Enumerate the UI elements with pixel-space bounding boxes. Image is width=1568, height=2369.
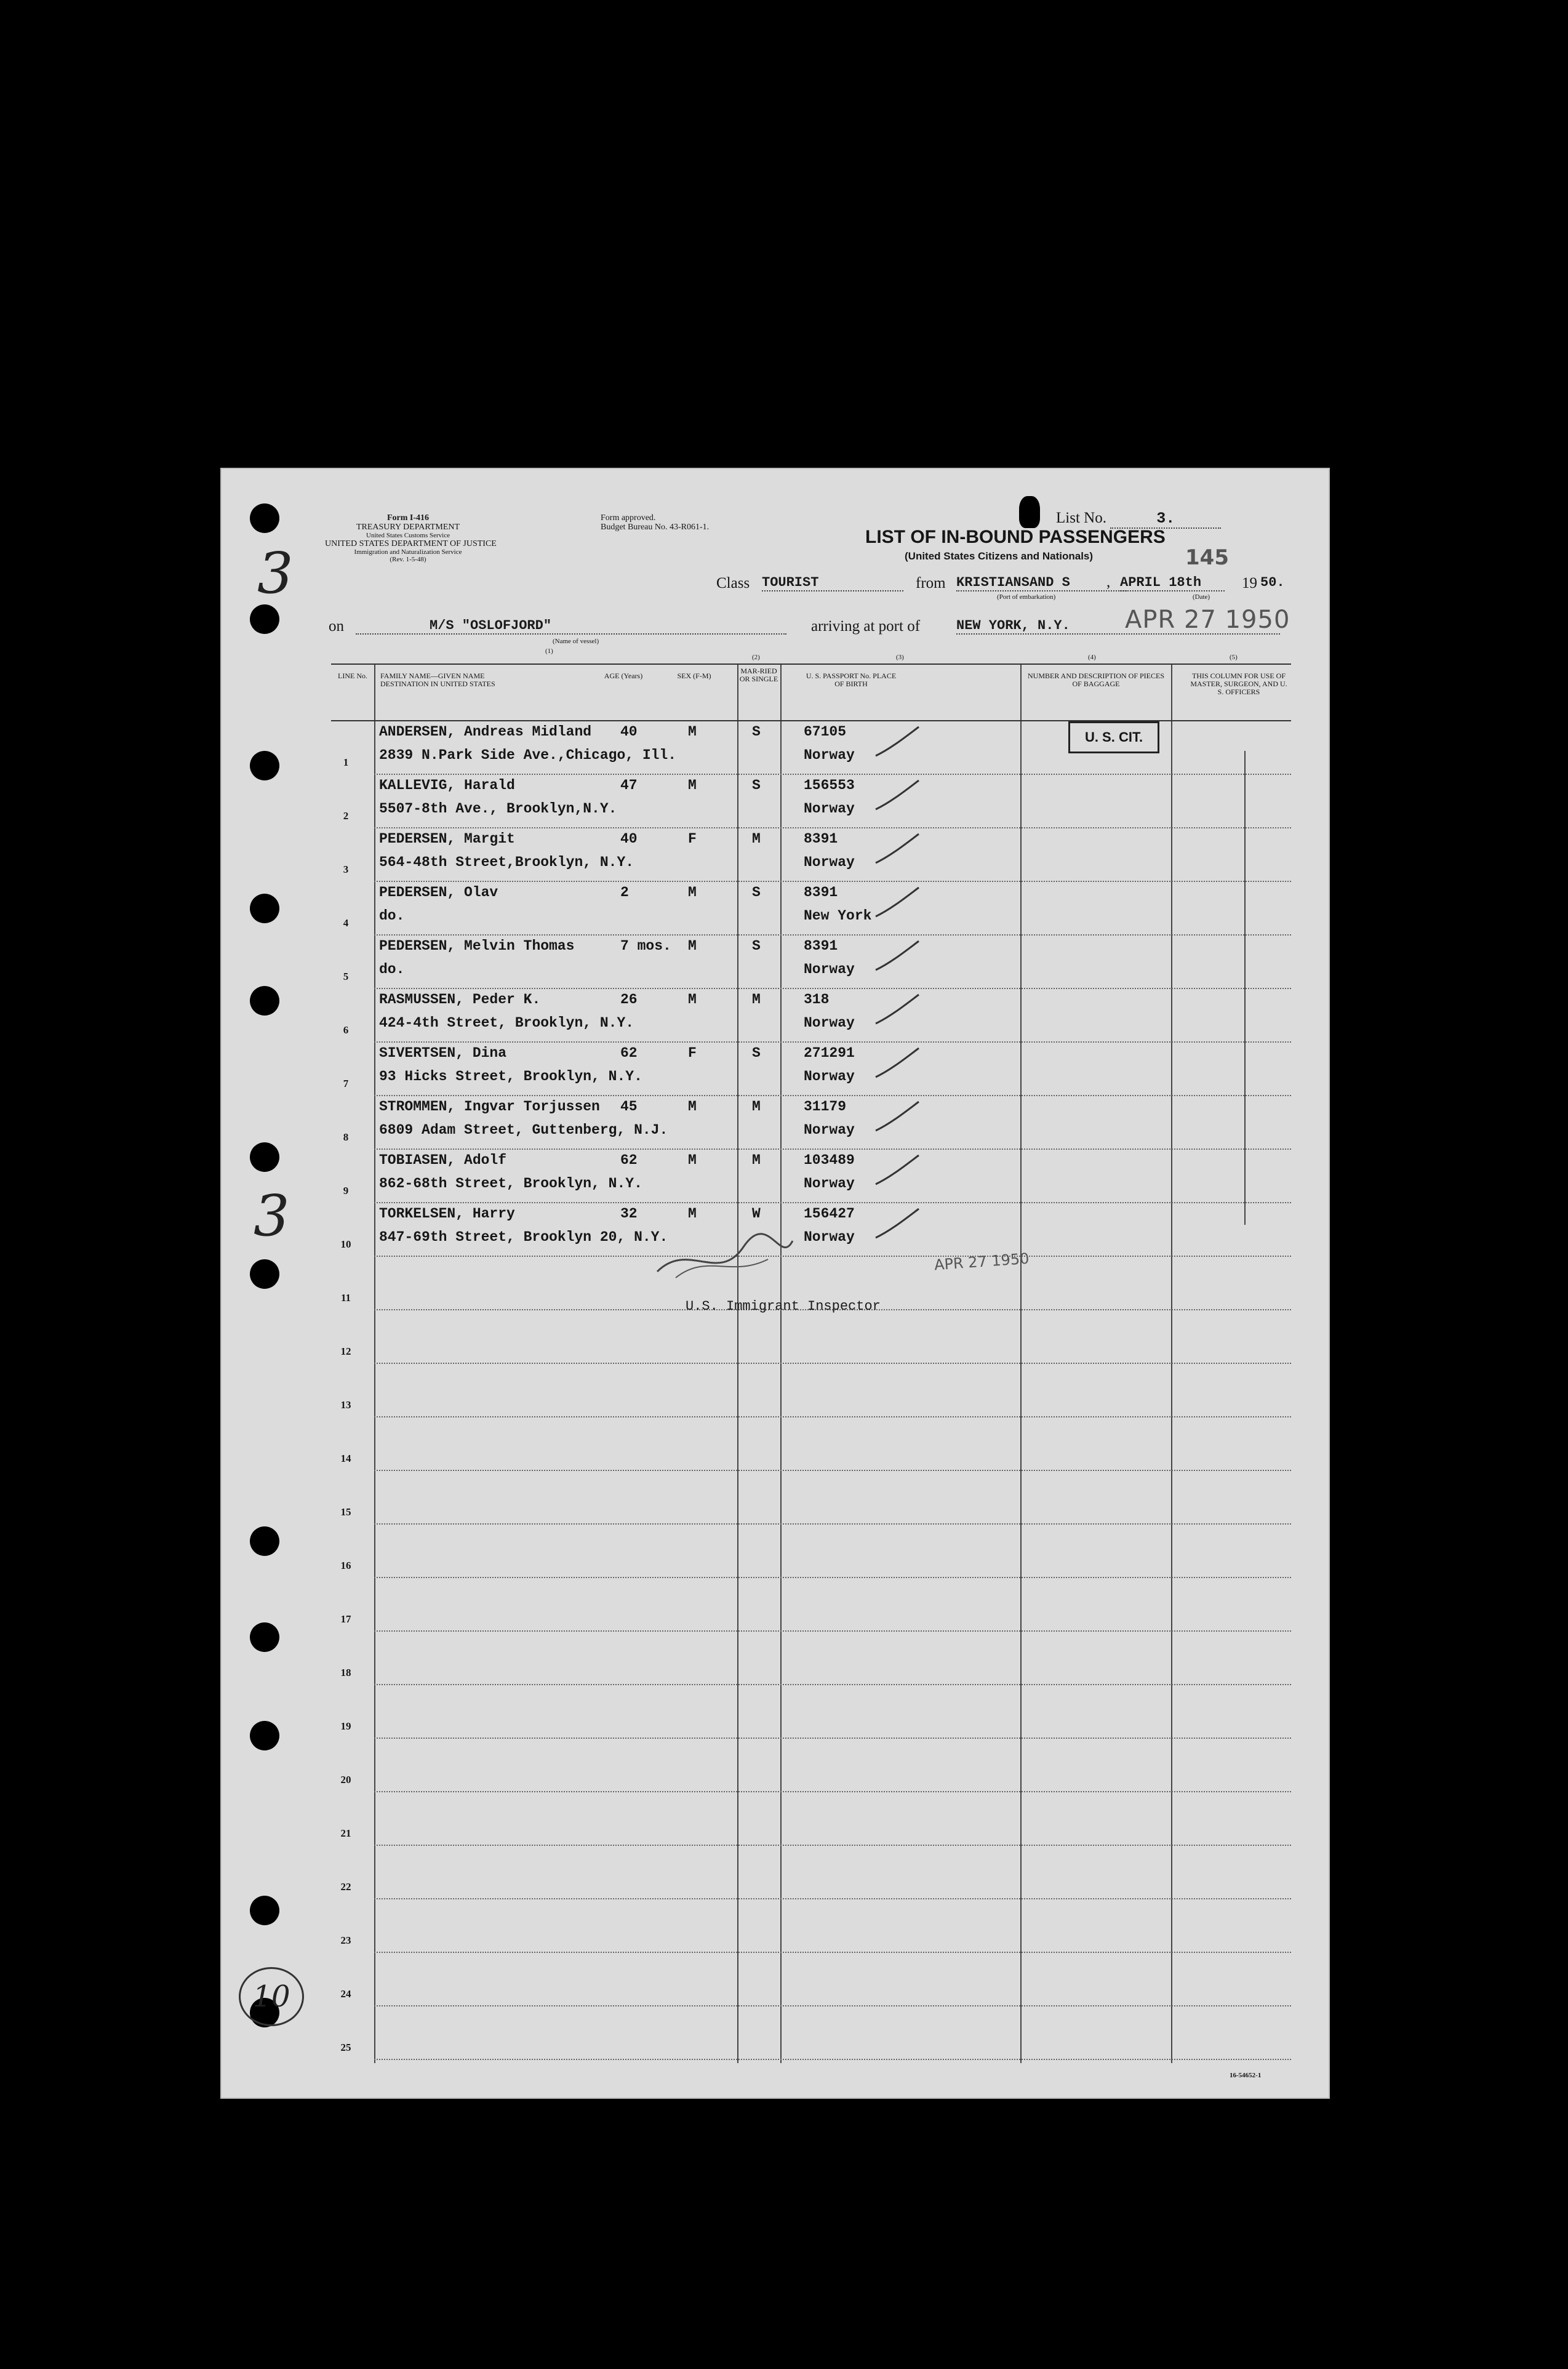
passenger-address: 862-68th Street, Brooklyn, N.Y. xyxy=(379,1176,642,1192)
inspector-date-stamp: APR 27 1950 xyxy=(934,1249,1030,1274)
header-officers: THIS COLUMN FOR USE OF MASTER, SURGEON, AND U. S. OFFICERS xyxy=(1190,671,1287,696)
check-mark xyxy=(873,1045,922,1082)
punch-hole xyxy=(250,503,279,533)
passenger-marital-status: M xyxy=(752,1152,761,1168)
column-divider xyxy=(780,665,782,2063)
table-row xyxy=(374,988,1291,989)
line-number: 19 xyxy=(340,1720,351,1732)
line-number: 12 xyxy=(340,1345,351,1357)
passport-number: 31179 xyxy=(804,1099,847,1115)
passenger-name: PEDERSEN, Olav xyxy=(379,884,498,900)
line-number: 22 xyxy=(340,1881,351,1893)
year-value: 50. xyxy=(1260,575,1285,590)
line-number: 1 xyxy=(343,756,349,768)
passenger-address: 5507-8th Ave., Brooklyn,N.Y. xyxy=(379,801,617,817)
line-number: 25 xyxy=(340,2042,351,2053)
department-1-sub: United States Customs Service xyxy=(366,532,450,539)
arrival-date-stamp: APR 27 1950 xyxy=(1125,606,1290,634)
punch-hole xyxy=(250,1622,279,1652)
margin-mark-2: 3 xyxy=(254,1183,290,1249)
header-baggage: NUMBER AND DESCRIPTION OF PIECES OF BAGGAGE xyxy=(1027,671,1165,688)
line-number: 17 xyxy=(340,1613,351,1625)
passenger-marital-status: S xyxy=(752,724,761,740)
class-label: Class xyxy=(716,575,750,591)
form-approval xyxy=(601,513,709,532)
vessel-caption: (Name of vessel) xyxy=(553,638,599,645)
passenger-sex: M xyxy=(688,1152,697,1168)
column-number-2: (2) xyxy=(752,654,760,661)
table-row xyxy=(374,1523,1291,1525)
passenger-address: 847-69th Street, Brooklyn 20, N.Y. xyxy=(379,1229,668,1245)
place-of-birth: Norway xyxy=(804,1229,855,1245)
passenger-address: 2839 N.Park Side Ave.,Chicago, Ill. xyxy=(379,747,677,763)
line-number: 9 xyxy=(343,1185,349,1197)
arriving-label: arriving at port of xyxy=(811,618,921,635)
column-number-5: (5) xyxy=(1230,654,1238,661)
date-value: APRIL 18th xyxy=(1120,575,1225,591)
passenger-age: 40 xyxy=(620,831,638,847)
passenger-sex: M xyxy=(688,1206,697,1222)
line-number: 14 xyxy=(340,1453,351,1464)
check-mark xyxy=(873,1099,922,1136)
line-number: 20 xyxy=(340,1774,351,1786)
passenger-age: 32 xyxy=(620,1206,638,1222)
place-of-birth: New York xyxy=(804,908,872,924)
passenger-age: 2 xyxy=(620,884,629,900)
port-caption: (Port of embarkation) xyxy=(997,593,1056,601)
punch-hole xyxy=(250,894,279,923)
passenger-marital-status: S xyxy=(752,777,761,793)
black-mark xyxy=(1019,496,1040,528)
form-number: Form I-416 xyxy=(386,513,430,523)
line-number: 4 xyxy=(343,917,349,929)
table-row xyxy=(374,1952,1291,1953)
inspector-signature xyxy=(651,1229,799,1287)
date-caption: (Date) xyxy=(1193,593,1210,601)
check-mark xyxy=(873,1152,922,1189)
passenger-name: TORKELSEN, Harry xyxy=(379,1206,515,1222)
approval-text: Form approved. xyxy=(601,513,656,523)
line-number: 21 xyxy=(340,1827,351,1839)
table-row xyxy=(374,1845,1291,1846)
passport-number: 103489 xyxy=(804,1152,855,1168)
from-label: from xyxy=(916,575,946,591)
vessel-name: M/S "OSLOFJORD" xyxy=(356,618,786,635)
form-header-left xyxy=(325,513,497,563)
from-comma: , xyxy=(1106,574,1111,590)
title: LIST OF IN-BOUND PASSENGERS xyxy=(865,527,1166,547)
line-number: 10 xyxy=(340,1238,351,1250)
passport-number: 8391 xyxy=(804,831,838,847)
column-divider xyxy=(1171,665,1172,2063)
header-name: FAMILY NAME—GIVEN NAME DESTINATION IN UNITED STATES xyxy=(380,671,495,688)
margin-mark-1: 3 xyxy=(257,540,294,606)
line-number: 6 xyxy=(343,1024,349,1036)
column-divider xyxy=(374,665,375,2063)
list-no-block xyxy=(1056,510,1221,529)
table-row xyxy=(374,1470,1291,1471)
table-row xyxy=(374,1363,1291,1364)
bottom-form-code: 16-54652-1 xyxy=(1230,2072,1262,2079)
sheet-number: 145 xyxy=(1185,545,1229,570)
punch-hole xyxy=(250,1526,279,1556)
passenger-age: 62 xyxy=(620,1152,638,1168)
year-prefix: 19 xyxy=(1242,575,1257,591)
punch-hole xyxy=(250,1259,279,1289)
column-number-4: (4) xyxy=(1088,654,1096,661)
table-row xyxy=(374,774,1291,775)
table-row xyxy=(374,934,1291,936)
passenger-sex: M xyxy=(688,1099,697,1115)
check-mark xyxy=(873,831,922,868)
passenger-address: do. xyxy=(379,908,405,924)
place-of-birth: Norway xyxy=(804,854,855,870)
check-mark xyxy=(873,992,922,1028)
passenger-sex: F xyxy=(688,831,697,847)
header-married: MAR-RIED OR SINGLE xyxy=(739,667,778,683)
department-2-sub: Immigration and Naturalization Service xyxy=(354,548,462,556)
passenger-age: 45 xyxy=(620,1099,638,1115)
department-2: UNITED STATES DEPARTMENT OF JUSTICE xyxy=(325,539,497,548)
passenger-sex: M xyxy=(688,992,697,1008)
line-number: 23 xyxy=(340,1934,351,1946)
passenger-age: 40 xyxy=(620,724,638,740)
passport-number: 156427 xyxy=(804,1206,855,1222)
table-row xyxy=(374,2005,1291,2006)
arrival-port: NEW YORK, N.Y. xyxy=(956,618,1280,635)
line-number: 11 xyxy=(340,1292,351,1304)
circled-count: 10 xyxy=(239,1967,304,2026)
header-passport: U. S. PASSPORT No. PLACE OF BIRTH xyxy=(806,671,897,688)
check-mark xyxy=(873,777,922,814)
table-row xyxy=(374,2059,1291,2060)
place-of-birth: Norway xyxy=(804,1122,855,1138)
punch-hole xyxy=(250,1142,279,1172)
line-number: 3 xyxy=(343,864,349,875)
manifest-page xyxy=(220,468,1330,2099)
table-row xyxy=(374,1791,1291,1792)
passenger-marital-status: M xyxy=(752,1099,761,1115)
line-number: 24 xyxy=(340,1988,351,2000)
list-no-value: 3. xyxy=(1110,510,1221,529)
on-label: on xyxy=(329,618,344,635)
inspector-caption: U.S. Immigrant Inspector xyxy=(686,1299,881,1314)
table-row xyxy=(374,1041,1291,1043)
passport-number: 67105 xyxy=(804,724,847,740)
passenger-name: STROMMEN, Ingvar Torjussen xyxy=(379,1099,600,1115)
table-row xyxy=(374,1577,1291,1578)
punch-hole xyxy=(250,986,279,1016)
vessel-column-number: (1) xyxy=(545,647,553,655)
check-mark xyxy=(873,938,922,975)
line-number: 18 xyxy=(340,1667,351,1678)
line-number: 2 xyxy=(343,810,349,822)
line-number: 15 xyxy=(340,1506,351,1518)
column-divider xyxy=(1020,665,1022,2063)
punch-hole xyxy=(250,604,279,634)
subtitle: (United States Citizens and Nationals) xyxy=(905,550,1094,562)
table-row xyxy=(374,881,1291,882)
line-number: 8 xyxy=(343,1131,349,1143)
passenger-age: 47 xyxy=(620,777,638,793)
header-line-no: LINE No. xyxy=(338,671,367,680)
revision: (Rev. 1-5-48) xyxy=(390,556,426,563)
passenger-age: 26 xyxy=(620,992,638,1008)
table-row xyxy=(374,827,1291,828)
table-row xyxy=(374,1898,1291,1899)
us-citizen-stamp: U. S. CIT. xyxy=(1068,721,1159,753)
punch-hole xyxy=(250,751,279,780)
passenger-marital-status: S xyxy=(752,938,761,954)
place-of-birth: Norway xyxy=(804,747,855,763)
table-row xyxy=(374,1256,1291,1257)
column-divider xyxy=(737,665,738,2063)
passport-number: 156553 xyxy=(804,777,855,793)
passenger-marital-status: M xyxy=(752,831,761,847)
table-row xyxy=(374,1684,1291,1685)
header-age: AGE (Years) xyxy=(604,671,643,680)
passenger-table xyxy=(331,654,1291,2063)
punch-hole xyxy=(250,1721,279,1750)
budget-number: Budget Bureau No. 43-R061-1. xyxy=(601,523,710,532)
passenger-name: ANDERSEN, Andreas Midland xyxy=(379,724,592,740)
check-mark xyxy=(873,884,922,921)
check-mark xyxy=(873,724,922,761)
place-of-birth: Norway xyxy=(804,801,855,817)
table-row xyxy=(374,1738,1291,1739)
passenger-address: 93 Hicks Street, Brooklyn, N.Y. xyxy=(379,1068,642,1084)
passport-number: 8391 xyxy=(804,938,838,954)
passenger-address: 564-48th Street,Brooklyn, N.Y. xyxy=(379,854,634,870)
passenger-address: 6809 Adam Street, Guttenberg, N.J. xyxy=(379,1122,668,1138)
line-number: 7 xyxy=(343,1078,349,1089)
passenger-name: RASMUSSEN, Peder K. xyxy=(379,992,541,1008)
passport-number: 318 xyxy=(804,992,830,1008)
place-of-birth: Norway xyxy=(804,1015,855,1031)
place-of-birth: Norway xyxy=(804,1068,855,1084)
table-row xyxy=(374,1416,1291,1417)
from-value: KRISTIANSAND S xyxy=(956,575,1129,591)
place-of-birth: Norway xyxy=(804,1176,855,1192)
department-1: TREASURY DEPARTMENT xyxy=(356,523,460,532)
line-number: 16 xyxy=(340,1560,351,1571)
passenger-sex: M xyxy=(688,724,697,740)
passport-number: 271291 xyxy=(804,1045,855,1061)
passenger-age: 62 xyxy=(620,1045,638,1061)
line-number: 5 xyxy=(343,971,349,982)
table-row xyxy=(374,1630,1291,1632)
passenger-sex: F xyxy=(688,1045,697,1061)
passenger-sex: M xyxy=(688,938,697,954)
punch-hole xyxy=(250,1896,279,1925)
passenger-address: 424-4th Street, Brooklyn, N.Y. xyxy=(379,1015,634,1031)
passport-number: 8391 xyxy=(804,884,838,900)
passenger-address: do. xyxy=(379,961,405,977)
check-mark xyxy=(873,1206,922,1243)
passenger-name: KALLEVIG, Harald xyxy=(379,777,515,793)
line-number: 13 xyxy=(340,1399,351,1411)
table-row xyxy=(374,1202,1291,1203)
column-number-3: (3) xyxy=(896,654,904,661)
passenger-name: TOBIASEN, Adolf xyxy=(379,1152,507,1168)
place-of-birth: Norway xyxy=(804,961,855,977)
class-value: TOURIST xyxy=(762,575,903,591)
table-row xyxy=(374,1148,1291,1150)
passenger-sex: M xyxy=(688,777,697,793)
passenger-name: PEDERSEN, Margit xyxy=(379,831,515,847)
passenger-marital-status: W xyxy=(752,1206,761,1222)
passenger-name: PEDERSEN, Melvin Thomas xyxy=(379,938,575,954)
list-no-label: List No. xyxy=(1056,510,1106,526)
passenger-marital-status: M xyxy=(752,992,761,1008)
passenger-marital-status: S xyxy=(752,1045,761,1061)
header-sex: SEX (F-M) xyxy=(677,671,711,680)
passenger-sex: M xyxy=(688,884,697,900)
passenger-age: 7 mos. xyxy=(620,938,671,954)
passenger-name: SIVERTSEN, Dina xyxy=(379,1045,507,1061)
table-row xyxy=(374,1095,1291,1096)
passenger-marital-status: S xyxy=(752,884,761,900)
